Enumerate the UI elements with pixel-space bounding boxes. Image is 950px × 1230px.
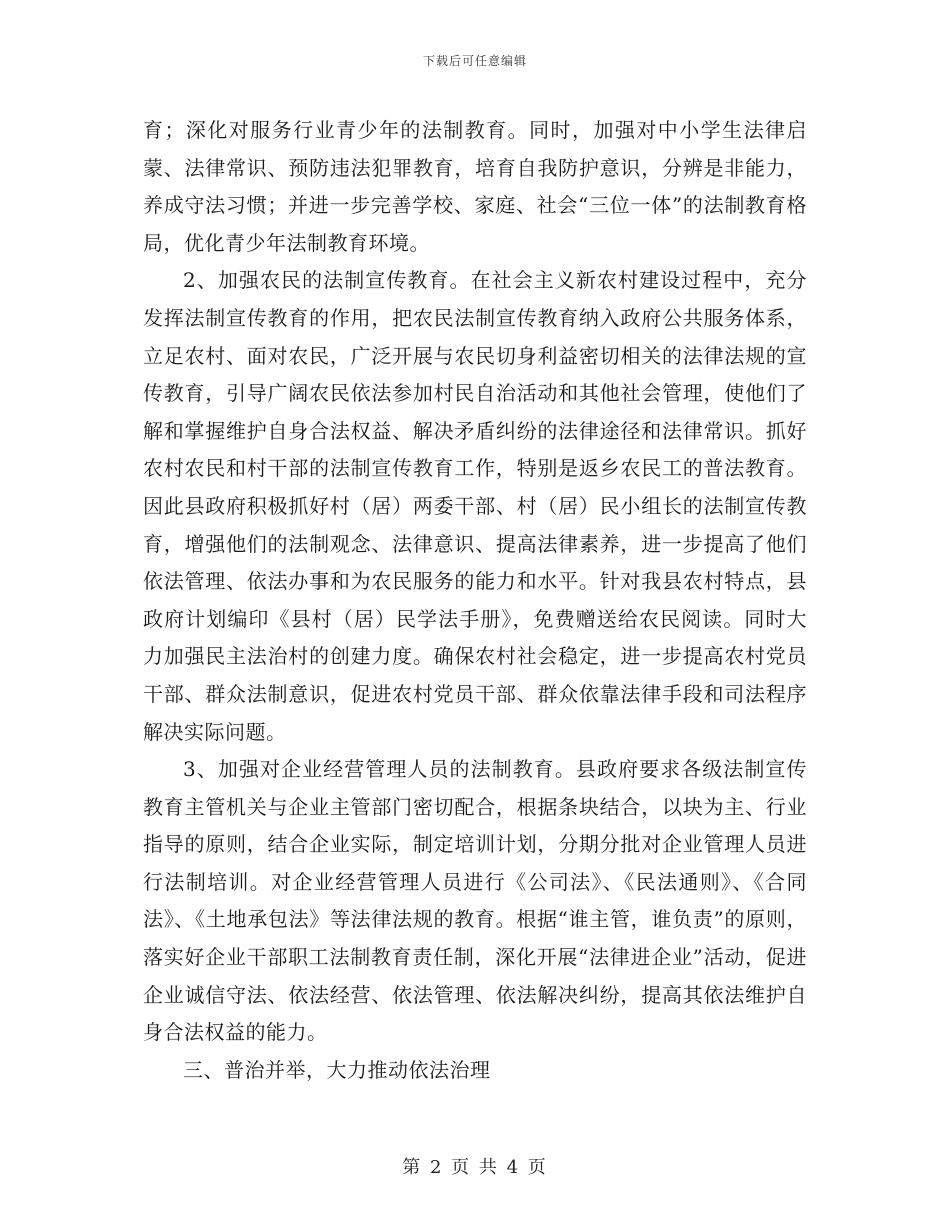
paragraph-enterprise-education: 3、加强对企业经营管理人员的法制教育。县政府要求各级法制宣传教育主管机关与企业主管部门密切配合，根据条块结合，以块为主、行业指导的原则，结合企业实际，制定培训计划，分期分批对企业管理人员进行法制培训。对企业经营管理人员进行《公司法》、《民法通则》、《合同法》、《土地承包法》等法律法规的教育。根据“谁主管，谁负责”的原则，落实好企业干部职工法制教育责任制，深化开展“法律进企业”活动，促进企业诚信守法、依法经营、依法管理、依法解决纠纷，提高其依法维护自身合法权益的能力。: [143, 757, 807, 1045]
page-header: 下载后可任意编辑: [422, 54, 527, 68]
section-heading-governance: 三、普治并举，大力推动依法治理: [183, 1057, 491, 1082]
paragraph-youth-education: 育；深化对服务行业青少年的法制教育。同时，加强对中小学生法律启蒙、法律常识、预防违法犯罪教育，培育自我防护意识，分辨是非能力，养成守法习惯；并进一步完善学校、家庭、社会“三位一体”的法制教育格局，优化青少年法制教育环境。: [143, 118, 807, 255]
paragraph-farmer-education: 2、加强农民的法制宣传教育。在社会主义新农村建设过程中，充分发挥法制宣传教育的作用，把农民法制宣传教育纳入政府公共服务体系，立足农村、面对农民，广泛开展与农民切身利益密切相关的法律法规的宣传教育，引导广阔农民依法参加村民自治活动和其他社会管理，使他们了解和掌握维护自身合法权益、解决矛盾纠纷的法律途径和法律常识。抓好农村农民和村干部的法制宣传教育工作，特别是返乡农民工的普法教育。因此县政府积极抓好村（居）两委干部、村（居）民小组长的法制宣传教育，增强他们的法制观念、法律意识、提高法律素养，进一步提高了他们依法管理、依法办事和为农民服务的能力和水平。针对我县农村特点，县政府计划编印《县村（居）民学法手册》，免费赠送给农民阅读。同时大力加强民主法治村的创建力度。确保农村社会稳定，进一步提高农村党员干部、群众法制意识，促进农村党员干部、群众依靠法律手段和司法程序解决实际问题。: [143, 268, 807, 744]
page-number-footer: 第 2 页 共 4 页: [402, 1157, 548, 1178]
document-body: [143, 112, 807, 1089]
